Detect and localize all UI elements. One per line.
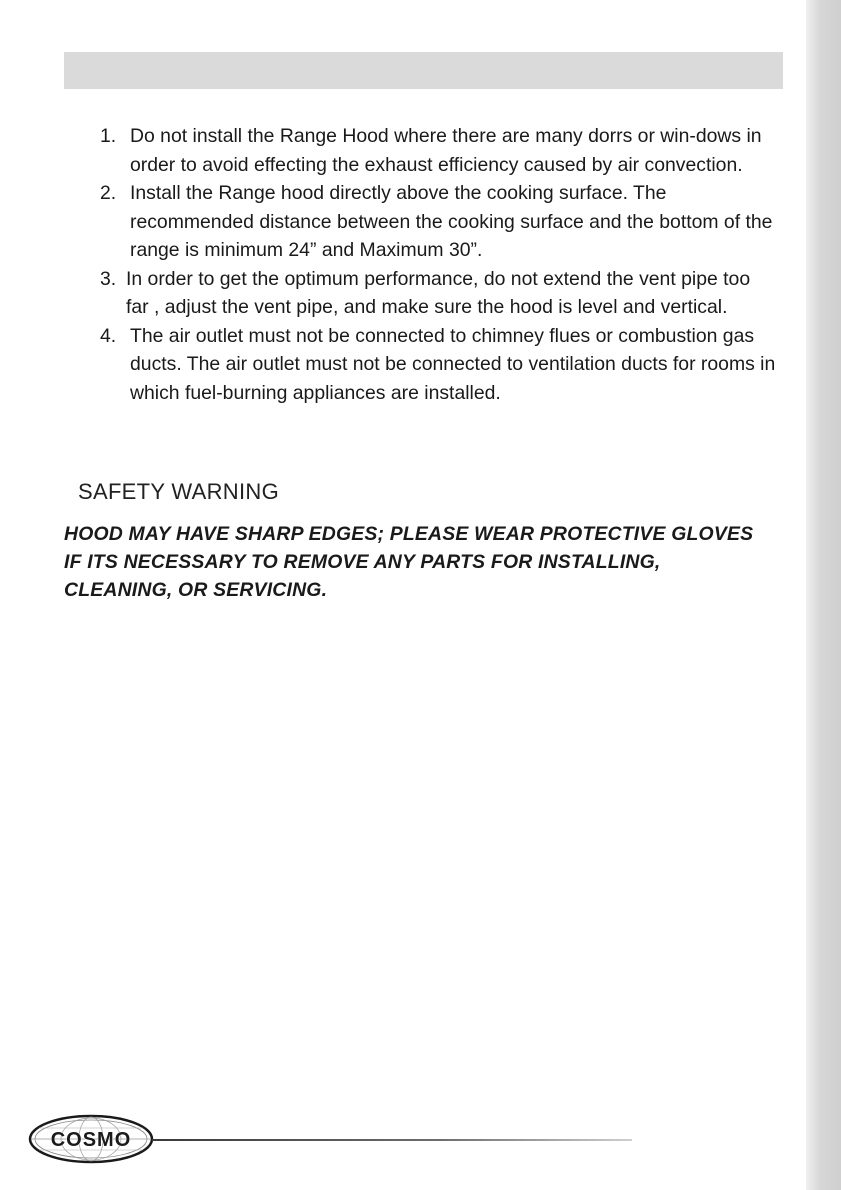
safety-warning-text: HOOD MAY HAVE SHARP EDGES; PLEASE WEAR PROTECTIVE GLOVES IF ITS NECESSARY TO REMOVE ANY PARTS FOR INSTALLING, CLEANING, OR SERVICING. <box>64 523 754 601</box>
instruction-text: Do not install the Range Hood where there are many dorrs or win-dows in order to avoid effecting the exhaust efficiency caused by air convection. <box>130 125 762 176</box>
logo-text: COSMO <box>50 1129 132 1151</box>
instruction-text: In order to get the optimum performance, do not extend the vent pipe too far , adjust the vent pipe, and make sure the hood is level and vertical. <box>126 267 751 318</box>
instruction-item-2 <box>96 179 776 265</box>
side-tab-strip <box>806 0 841 1190</box>
safety-warning-heading: SAFETY WARNING <box>78 479 279 504</box>
instruction-number: 3. <box>100 267 117 290</box>
footer-rule <box>152 1139 632 1141</box>
globe-logo-icon <box>27 1113 155 1165</box>
instruction-number: 4. <box>100 324 117 347</box>
instruction-item-1 <box>96 122 776 179</box>
cosmo-logo <box>27 1113 155 1165</box>
instruction-text: Install the Range hood directly above the cooking surface. The recommended distance between the cooking surface and the bottom of the range is minimum 24” and Maximum 30”. <box>130 182 773 261</box>
instruction-item-4 <box>96 322 776 408</box>
installation-instructions-list <box>96 122 776 407</box>
instruction-number: 2. <box>100 182 117 204</box>
instruction-number: 1. <box>100 125 117 147</box>
instruction-text: The air outlet must not be connected to chimney flues or combustion gas ducts. The air outlet must not be connected to ventilation ducts for rooms in which fuel-burning appliances are installed. <box>130 324 776 404</box>
section-header-bar <box>64 52 783 89</box>
instruction-item-3 <box>96 265 776 322</box>
